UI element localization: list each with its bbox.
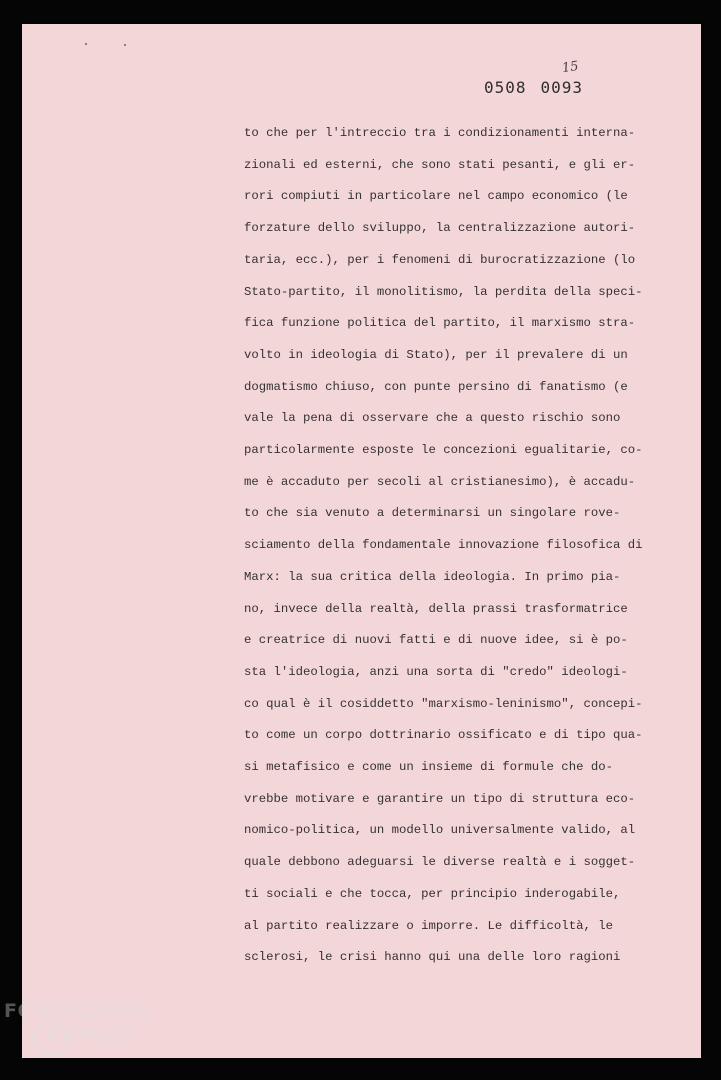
text-line: ti sociali e che tocca, per principio inderogabile, [244,886,621,901]
text-line: vale la pena di osservare che a questo rischio sono [244,411,621,426]
text-line: Stato-partito, il monolitismo, la perdita della speci- [244,284,643,299]
text-line: particolarmente esposte le concezioni egualitarie, co- [244,443,643,458]
fondazione-gramsci-watermark [4,1000,184,1080]
text-line: volto in ideologia di Stato), per il prevalere di un [244,347,628,362]
typed-body-text [244,118,684,974]
text-line: si metafisico e come un insieme di formule che do- [244,760,613,775]
text-line: co qual è il cosiddetto "marxismo-leninismo", concepi- [244,696,643,711]
text-line: fica funzione politica del partito, il marxismo stra- [244,316,636,331]
archive-number-left: 0508 [484,78,527,97]
watermark-line-2: RAMSCI [46,1023,137,1047]
text-line: e creatrice di nuovi fatti e di nuove idee, si è po- [244,633,628,648]
text-line: dogmatismo chiuso, con punte persino di fanatismo (e [244,379,628,394]
watermark-line-1: FONDAZIONE [4,1000,152,1022]
text-line: to come un corpo dottrinario ossificato e di tipo qua- [244,728,643,743]
text-line: sta l'ideologia, anzi una sorta di "credo" ideologi- [244,664,628,679]
text-line: zionali ed esterni, che sono stati pesanti, e gli er- [244,157,636,172]
handwritten-page-note: 15 [561,58,580,77]
paper-speck [85,43,87,45]
archive-number-right: 0093 [540,78,584,97]
text-line: quale debbono adeguarsi le diverse realtà e i sogget- [244,855,636,870]
text-line: al partito realizzare o imporre. Le difficoltà, le [244,918,613,933]
text-line: vrebbe motivare e garantire un tipo di struttura eco- [244,791,636,806]
text-line: nomico-politica, un modello universalmente valido, al [244,823,636,838]
text-line: sciamento della fondamentale innovazione filosofica di [244,538,643,553]
text-line: me è accaduto per secoli al cristianesimo), è accadu- [244,474,636,489]
paper-speck [124,44,126,46]
text-line: to che per l'intreccio tra i condizionamenti interna- [244,126,636,140]
document-page [22,24,701,1058]
text-line: Marx: la sua critica della ideologia. In primo pia- [244,569,621,584]
archive-number [484,78,583,97]
text-line: forzature dello sviluppo, la centralizzazione autori- [244,221,636,236]
text-line: to che sia venuto a determinarsi un singolare rove- [244,506,621,521]
text-line: rori compiuti in particolare nel campo economico (le [244,189,628,204]
text-line: sclerosi, le crisi hanno qui una delle loro ragioni [244,950,621,965]
text-line: no, invece della realtà, della prassi trasformatrice [244,601,628,616]
text-line: taria, ecc.), per i fenomeni di burocratizzazione (lo [244,252,636,267]
